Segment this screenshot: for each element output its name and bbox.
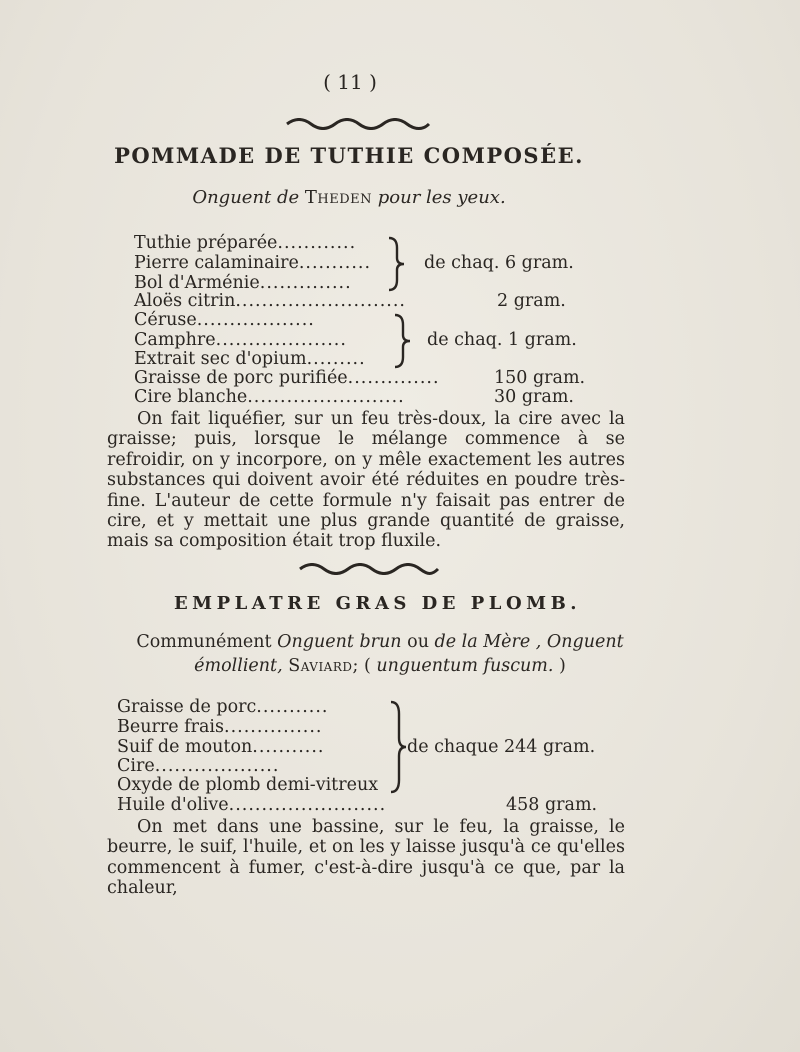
- ingredient-line: Céruse..................: [134, 310, 315, 330]
- section-title-emplatre: EMPLATRE GRAS DE PLOMB.: [173, 593, 582, 614]
- ingredient-quantity: 150 gram.: [494, 368, 586, 388]
- ornament-rule-middle: [298, 563, 440, 575]
- ingredient-line: Pierre calaminaire...........: [134, 253, 372, 273]
- group-quantity: de chaq. 1 gram.: [427, 330, 577, 350]
- ingredient-quantity: 458 gram.: [506, 795, 598, 815]
- page-number: ( 11 ): [323, 70, 377, 94]
- ingredient-line: Camphre....................: [134, 330, 347, 350]
- ingredient-quantity: 2 gram.: [497, 291, 566, 311]
- ingredient-line: Suif de mouton...........: [117, 737, 325, 757]
- instruction-paragraph: On met dans une bassine, sur le feu, la graisse, le beurre, le suif, l'huile, et on les y laisse jusqu'à ce qu'elles commencent à fumer, c'est-à-dire jusqu'à ce que, par la chaleur,: [107, 817, 625, 899]
- brace-icon: [386, 236, 406, 292]
- section-description-line: émollient, Saviard; ( unguentum fuscum. ): [194, 656, 566, 676]
- ingredient-line: Graisse de porc purifiée..............: [134, 368, 440, 388]
- ingredient-line: Huile d'olive........................: [117, 795, 387, 815]
- ingredient-line: Bol d'Arménie..............: [134, 273, 352, 293]
- ingredient-line: Cire blanche........................: [134, 387, 405, 407]
- ingredient-line: Graisse de porc...........: [117, 697, 329, 717]
- group-quantity: de chaq. 6 gram.: [424, 253, 574, 273]
- brace-icon: [388, 700, 408, 794]
- section-subtitle-onguent: Onguent de Theden pour les yeux.: [192, 187, 506, 208]
- ingredient-line: Aloës citrin..........................: [134, 291, 406, 311]
- ingredient-line: Extrait sec d'opium.........: [134, 349, 366, 369]
- ingredient-line: Tuthie préparée............: [134, 233, 357, 253]
- section-title-pommade: POMMADE DE TUTHIE COMPOSÉE.: [114, 143, 584, 168]
- ingredient-line: Beurre frais...............: [117, 717, 323, 737]
- group-quantity: de chaque 244 gram.: [407, 737, 596, 757]
- brace-icon: [392, 313, 412, 369]
- ornament-rule-top: [285, 118, 431, 130]
- instruction-paragraph: On fait liquéfier, sur un feu très-doux, la cire avec la graisse; puis, lorsque le mélange commence à se refroidir, on y incorpore, on y mêle exactement les autres substances qui doivent avoir été réduites en poudre très-fine. L'auteur de cette formule n'y faisait pas entrer de cire, et y mettait une plus grande quantité de graisse, mais sa composition était trop fluxile.: [107, 409, 625, 552]
- ingredient-line: Oxyde de plomb demi-vitreux: [117, 775, 379, 795]
- ingredient-quantity: 30 gram.: [494, 387, 574, 407]
- ingredient-line: Cire...................: [117, 756, 280, 776]
- section-description-line: Communément Onguent brun ou de la Mère , Onguent: [136, 632, 624, 652]
